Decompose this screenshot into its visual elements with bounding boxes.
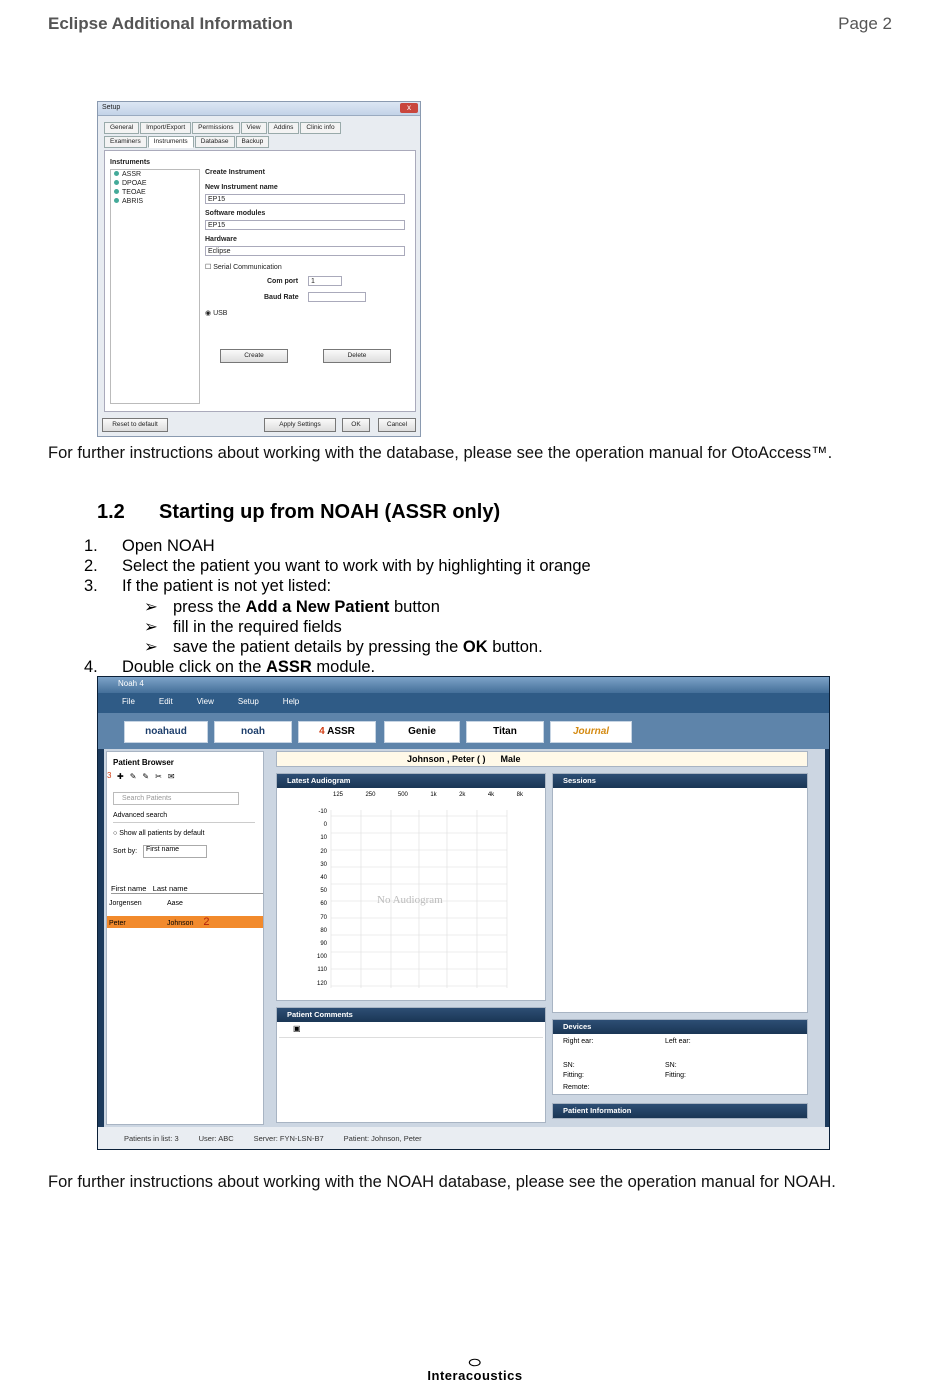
sub-step-3: ➢ save the patient details by pressing the OK button. <box>144 638 543 657</box>
tab-clinic-info[interactable]: Clinic info <box>300 122 340 134</box>
module-noahaud[interactable]: noahaud <box>124 721 208 743</box>
menu-help[interactable]: Help <box>282 697 300 706</box>
step-1: 1. Open NOAH <box>84 537 215 555</box>
fitting-left: Fitting: <box>665 1072 687 1079</box>
step-2: 2. Select the patient you want to work with by highlighting it orange <box>84 557 591 576</box>
freq-label: 8k <box>516 792 523 798</box>
no-audiogram-text: No Audiogram <box>377 894 443 906</box>
freq-label: 4k <box>487 792 495 798</box>
tab-database[interactable]: Database <box>195 136 235 148</box>
search-input[interactable]: Search Patients <box>113 792 239 805</box>
section-title: Starting up from NOAH (ASSR only) <box>159 501 501 523</box>
noah-menu <box>98 693 829 713</box>
steps-list <box>84 536 591 677</box>
list-item[interactable]: TEOAE <box>111 188 199 197</box>
arrow-bullet-icon: ➢ <box>144 638 158 657</box>
tab-backup[interactable]: Backup <box>236 136 270 148</box>
show-all-checkbox[interactable]: ○ Show all patients by default <box>113 830 205 837</box>
devices-panel <box>552 1019 808 1095</box>
latest-audiogram-panel <box>276 773 546 1001</box>
instrument-icon <box>114 189 119 194</box>
instrument-icon <box>114 180 119 185</box>
tab-addins[interactable]: Addins <box>268 122 300 134</box>
section-number: 1.2 <box>97 501 125 523</box>
sn-right: SN: <box>563 1062 575 1069</box>
status-server: Server: FYN-LSN-B7 <box>253 1133 324 1143</box>
tab-examiners[interactable]: Examiners <box>104 136 147 148</box>
new-name-field[interactable]: EP15 <box>205 194 405 204</box>
freq-label: 2k <box>459 792 466 798</box>
dialog-titlebar <box>98 102 420 116</box>
add-patient-icon[interactable]: ✚✎✎✂✉ <box>117 772 181 781</box>
save-icon[interactable]: ▣ <box>279 1024 543 1038</box>
paragraph-noah: For further instructions about working with the NOAH database, please see the operation manual for NOAH. <box>48 1173 836 1191</box>
apply-settings-button[interactable]: Apply Settings <box>264 418 336 432</box>
arrow-bullet-icon: ➢ <box>144 597 158 616</box>
baud-rate-field[interactable] <box>308 292 366 302</box>
ok-button[interactable]: OK <box>342 418 370 432</box>
patient-list-header: First name Last name <box>111 884 263 894</box>
instrument-list[interactable] <box>110 169 200 404</box>
software-modules-label: Software modules <box>205 210 266 217</box>
module-assr[interactable]: 4 ASSR <box>298 721 376 743</box>
hardware-select[interactable]: Eclipse <box>205 246 405 256</box>
freq-label: 250 <box>365 792 376 798</box>
hardware-label: Hardware <box>205 236 237 243</box>
sub-step-1: ➢ press the Add a New Patient button <box>144 597 440 616</box>
footer-logo <box>0 1356 950 1383</box>
noah-titlebar <box>98 677 829 693</box>
sn-left: SN: <box>665 1062 677 1069</box>
tab-import-export[interactable]: Import/Export <box>140 122 191 134</box>
sub-step-2: ➢ fill in the required fields <box>144 617 342 636</box>
table-row-selected[interactable]: Peter Johnson 2 <box>107 916 263 928</box>
module-titan[interactable]: Titan <box>466 721 544 743</box>
module-genie[interactable]: Genie <box>384 721 460 743</box>
level-labels: -10 0 10 20 30 40 50 60 70 80 90 100 110 120 <box>316 809 327 987</box>
patient-information-panel <box>552 1103 808 1119</box>
com-port-label: Com port <box>267 278 299 285</box>
list-item[interactable]: DPOAE <box>111 179 199 188</box>
paragraph-otoaccess: For further instructions about working with the database, please see the operation manual for OtoAccess™. <box>48 444 833 462</box>
module-journal[interactable]: Journal <box>550 721 632 743</box>
advanced-search-link[interactable]: Advanced search <box>113 812 255 823</box>
patient-comments-title: Patient Comments <box>277 1008 545 1022</box>
create-button[interactable]: Create <box>220 349 288 363</box>
instruments-label: Instruments <box>110 159 151 166</box>
instrument-icon <box>114 198 119 203</box>
sort-by-label: Sort by: <box>113 848 138 855</box>
fitting-right: Fitting: <box>563 1072 585 1079</box>
setup-dialog <box>97 101 421 437</box>
step-3: 3. If the patient is not yet listed: <box>84 577 332 596</box>
frequency-labels <box>333 792 523 798</box>
reset-to-default-button[interactable]: Reset to default <box>102 418 168 432</box>
baud-rate-label: Baud Rate <box>264 294 299 301</box>
tab-view[interactable]: View <box>241 122 267 134</box>
right-ear-label: Right ear: <box>563 1038 594 1045</box>
status-user: User: ABC <box>198 1133 234 1143</box>
page-number: Page 2 <box>838 14 892 33</box>
tabs-row-1 <box>104 122 342 134</box>
callout-4: 4 <box>319 726 325 737</box>
list-item[interactable]: ABRIS <box>111 197 199 206</box>
step-4: 4. Double click on the ASSR module. <box>84 658 376 677</box>
noah-title: Noah 4 <box>118 679 144 688</box>
software-modules-select[interactable]: EP15 <box>205 220 405 230</box>
patient-name-bar: Johnson , Peter ( ) Male <box>276 751 808 767</box>
menu-view[interactable]: View <box>196 697 214 706</box>
status-patient: Patient: Johnson, Peter <box>343 1133 422 1143</box>
noah-body <box>104 749 825 1129</box>
instrument-icon <box>114 171 119 176</box>
tabs-row-2 <box>104 136 270 148</box>
devices-title: Devices <box>553 1020 807 1034</box>
sessions-title: Sessions <box>553 774 807 788</box>
header-title: Eclipse Additional Information <box>48 14 293 33</box>
instruments-panel <box>104 150 416 412</box>
menu-setup[interactable]: Setup <box>237 697 259 706</box>
list-item[interactable]: ASSR <box>111 170 199 179</box>
status-bar <box>98 1127 829 1149</box>
tab-permissions[interactable]: Permissions <box>192 122 239 134</box>
com-port-field[interactable]: 1 <box>308 276 342 286</box>
patient-comments-panel <box>276 1007 546 1123</box>
new-name-label: New Instrument name <box>205 184 278 191</box>
patient-information-title: Patient Information <box>553 1104 807 1118</box>
latest-audiogram-title: Latest Audiogram <box>277 774 545 788</box>
freq-label: 500 <box>397 792 408 798</box>
noah-window <box>97 676 830 1150</box>
interacoustics-logo-icon: ⬭ <box>468 1354 482 1370</box>
cancel-button[interactable]: Cancel <box>378 418 416 432</box>
dialog-title: Setup <box>102 104 121 111</box>
module-toolbar <box>98 713 829 749</box>
menu-edit[interactable]: Edit <box>158 697 173 706</box>
arrow-bullet-icon: ➢ <box>144 617 158 636</box>
sort-by-select[interactable]: First name <box>143 845 207 858</box>
patient-browser <box>106 751 264 1125</box>
section-heading <box>97 501 500 524</box>
freq-label: 125 <box>333 792 344 798</box>
create-instrument-label: Create Instrument <box>205 169 265 176</box>
menu-file[interactable]: File <box>122 697 135 706</box>
close-icon[interactable]: x <box>400 103 418 113</box>
left-ear-label: Left ear: <box>665 1038 691 1045</box>
tab-instruments[interactable]: Instruments <box>148 136 194 148</box>
status-patients-count: Patients in list: 3 <box>124 1133 179 1143</box>
usb-radio[interactable]: ◉ USB <box>205 310 228 317</box>
table-row[interactable]: Jorgensen Aase <box>109 900 183 907</box>
sessions-panel <box>552 773 808 1013</box>
tab-general[interactable]: General <box>104 122 139 134</box>
patient-browser-title: Patient Browser <box>113 758 174 767</box>
callout-3: 3 <box>107 771 112 780</box>
module-noah[interactable]: noah <box>214 721 292 743</box>
footer-text: Interacoustics <box>427 1368 523 1383</box>
remote-label: Remote: <box>563 1084 590 1091</box>
serial-communication-checkbox[interactable]: ☐ Serial Communication <box>205 264 282 271</box>
delete-button[interactable]: Delete <box>323 349 391 363</box>
freq-label: 1k <box>430 792 437 798</box>
